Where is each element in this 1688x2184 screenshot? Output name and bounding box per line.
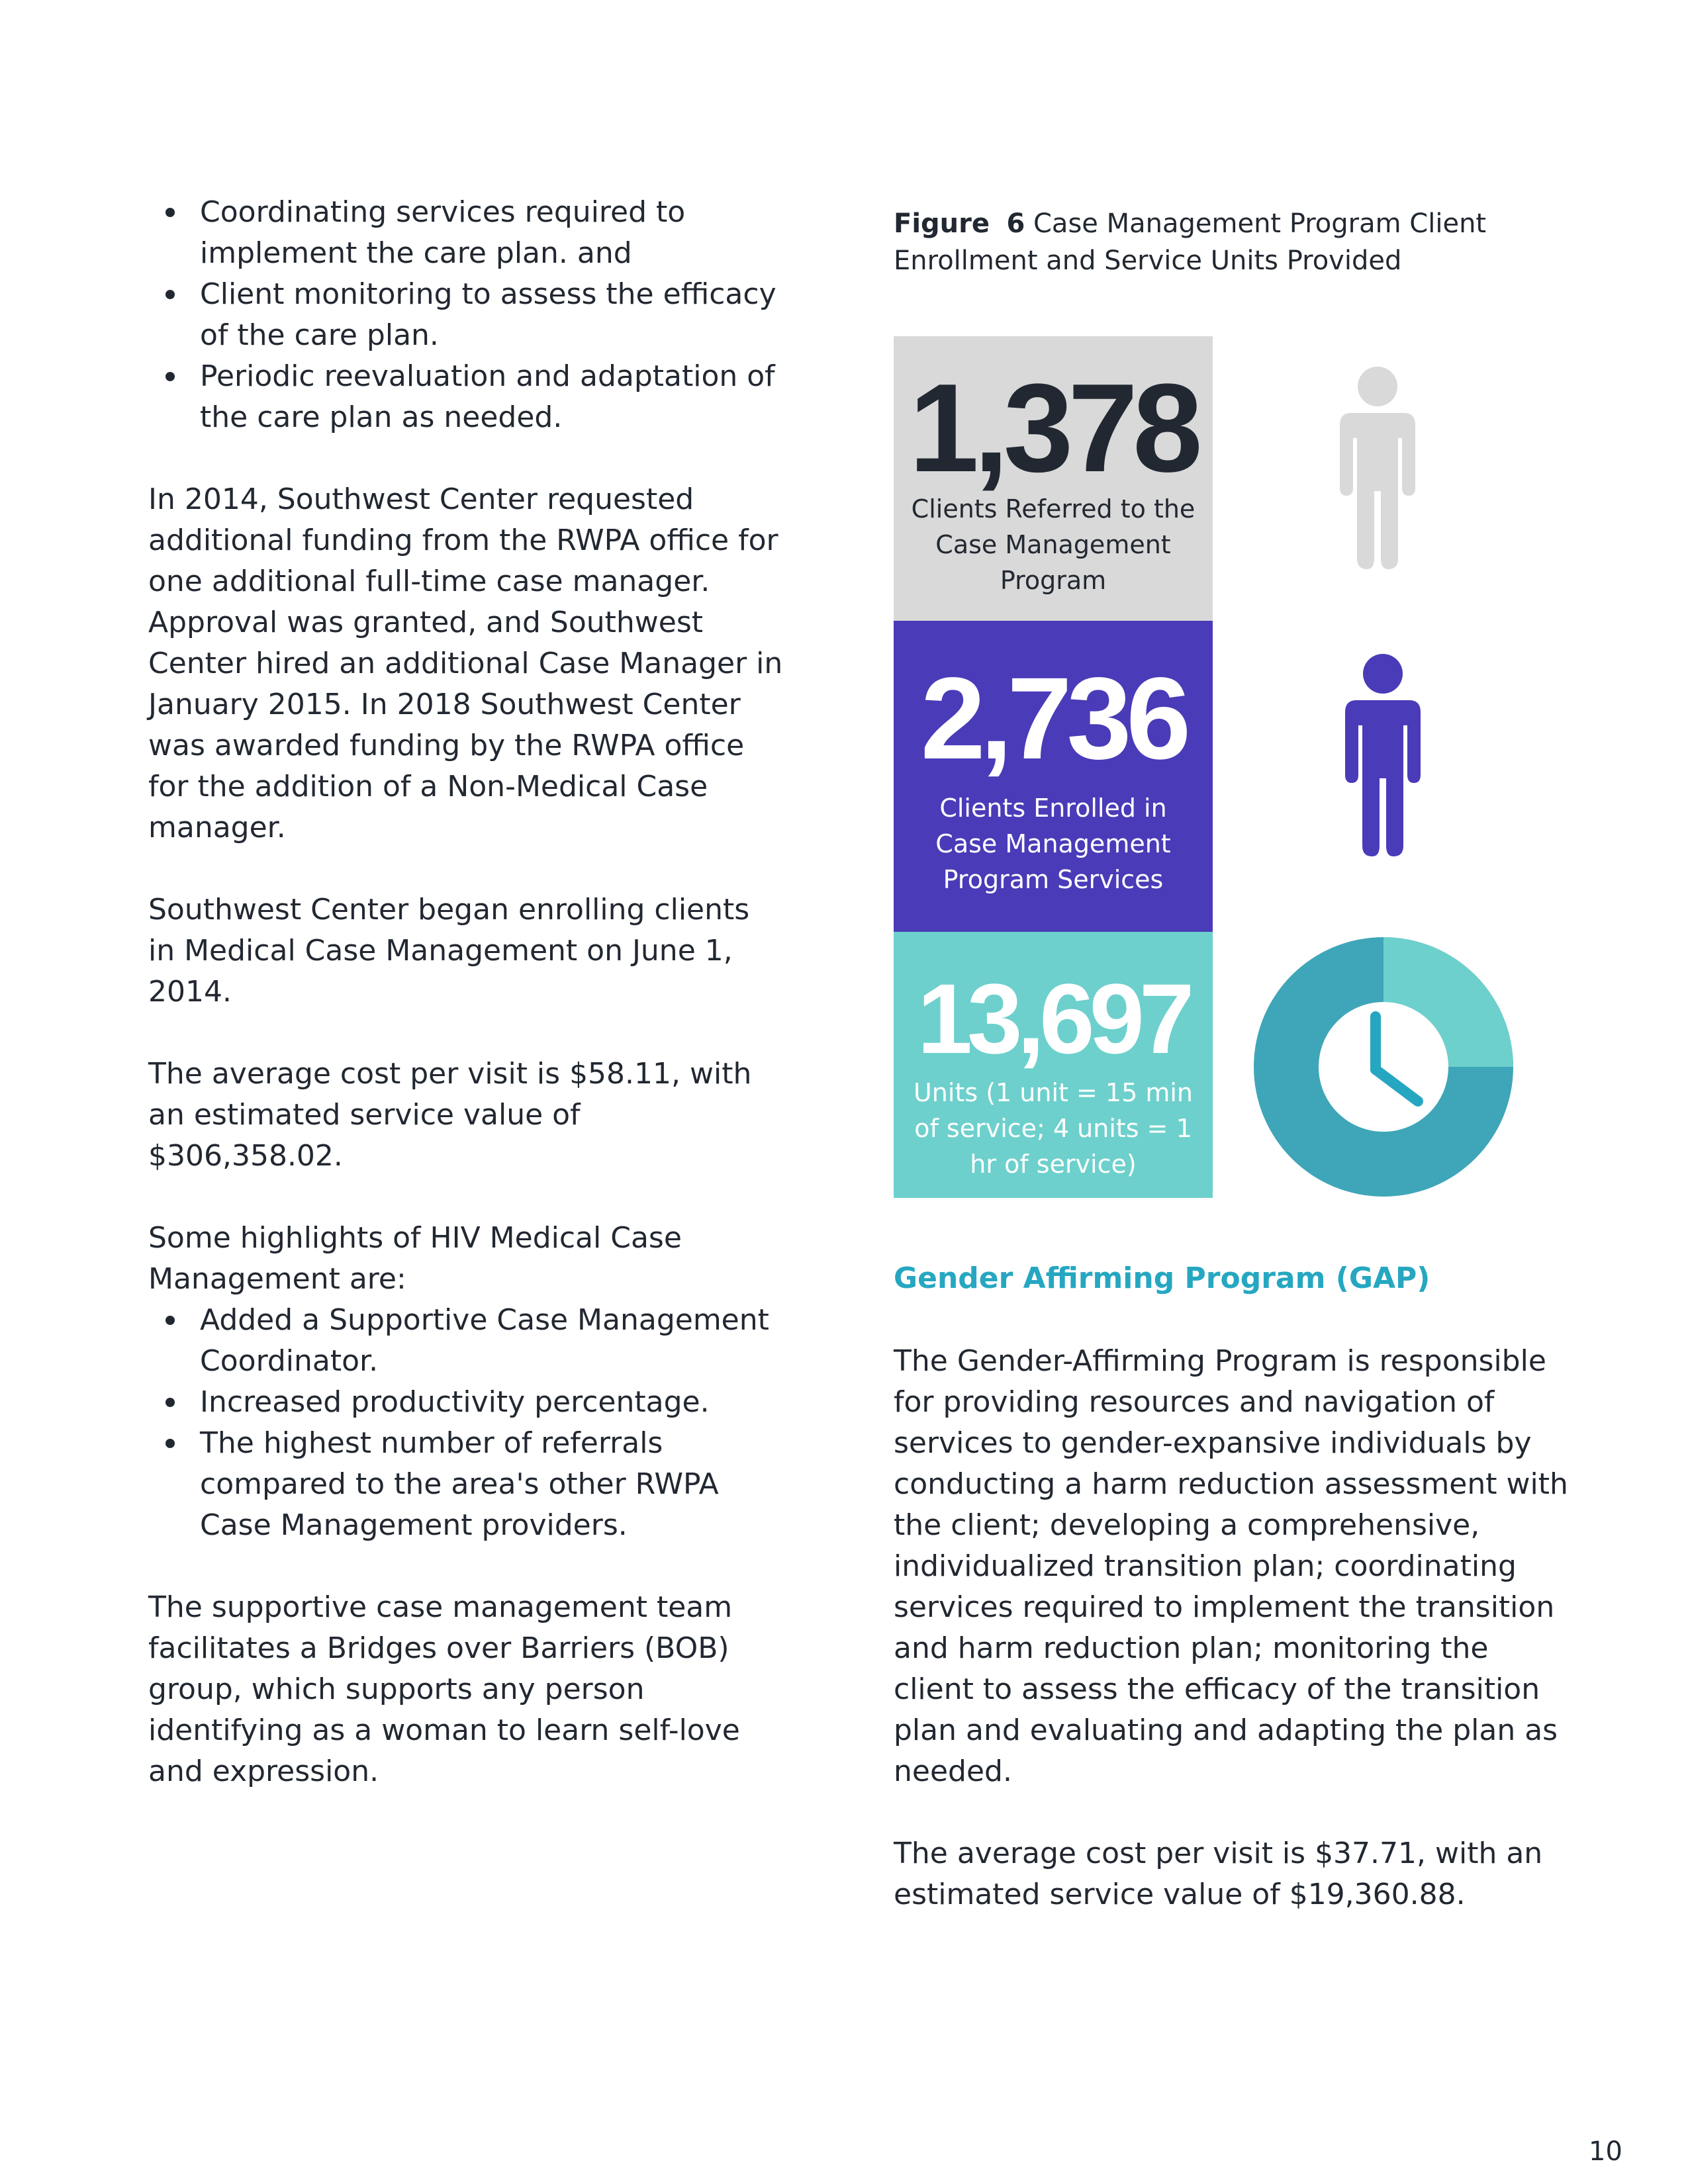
stat-label: Units (1 unit = 15 min of service; 4 units = 1 hr of service) [913,1078,1194,1179]
figure-label: Figure [894,208,990,239]
stat-value: 2,736 [920,654,1186,784]
stat-referred [894,336,1213,621]
list-item: The highest number of referrals compared to the area's other RWPA Case Management providers. [200,1423,784,1546]
enrollment-paragraph: Southwest Center began enrolling clients in Medical Case Management on June 1, 2014. [148,893,750,1009]
stat-value: 13,697 [917,963,1190,1074]
cost-paragraph: The average cost per visit is $58.11, with an estimated service value of $306,358.02. [148,1057,752,1173]
list-item: Coordinating services required to implement the care plan. and [200,192,784,274]
list-item: Client monitoring to assess the efficacy of the care plan. [200,274,784,356]
section-heading: Gender Affirming Program (GAP) [894,1261,1430,1295]
clock-icon [1254,937,1513,1197]
funding-paragraph: In 2014, Southwest Center requested additional funding from the RWPA office for one additional full-time case manager. Approval was granted, and Southwest Center hired an additional Case Manager in January 2015. In 2018 Southwest Center was awarded funding by the RWPA office for the addition of a Non-Medical Case manager. [148,482,783,844]
highlights-bullet-list [148,1300,784,1546]
figure-caption-text: Case Management Program Client Enrollment and Service Units Provided [894,208,1487,276]
figure-number: 6 [1006,208,1025,239]
list-item: Increased productivity percentage. [200,1382,784,1423]
list-item: Added a Supportive Case Management Coordinator. [200,1300,784,1382]
stat-label: Clients Referred to the Case Management Program [911,494,1196,595]
gap-cost-paragraph: The average cost per visit is $37.71, with an estimated service value of $19,360.88. [894,1837,1543,1911]
gap-body [894,1341,1575,1915]
person-icon [1335,365,1421,570]
stat-label: Clients Enrolled in Case Management Program Services [935,794,1171,894]
list-item: Periodic reevaluation and adaptation of the care plan as needed. [200,356,784,438]
left-column [148,192,784,1792]
gap-description-paragraph: The Gender-Affirming Program is responsible for providing resources and navigation of services to gender-expansive individuals by conducting a harm reduction assessment with the client; developing a comprehensive, individualized transition plan; coordinating services required to implement the transition and harm reduction plan; monitoring the client to assess the efficacy of the transition plan and evaluating and adapting the plan as needed. [894,1344,1568,1788]
figure-caption-block [894,205,1562,279]
person-icon [1340,653,1426,858]
stat-units [894,932,1213,1198]
page-number: 10 [1589,2136,1622,2167]
care-plan-bullet-list [148,192,784,438]
bob-paragraph: The supportive case management team facilitates a Bridges over Barriers (BOB) group, which supports any person identifying as a woman to learn self-love and expression. [148,1590,740,1788]
highlights-intro: Some highlights of HIV Medical Case Management are: [148,1221,682,1296]
figure-caption [894,205,1562,279]
stat-stack [894,336,1213,1198]
stat-enrolled [894,621,1213,932]
stat-value: 1,378 [909,358,1197,498]
